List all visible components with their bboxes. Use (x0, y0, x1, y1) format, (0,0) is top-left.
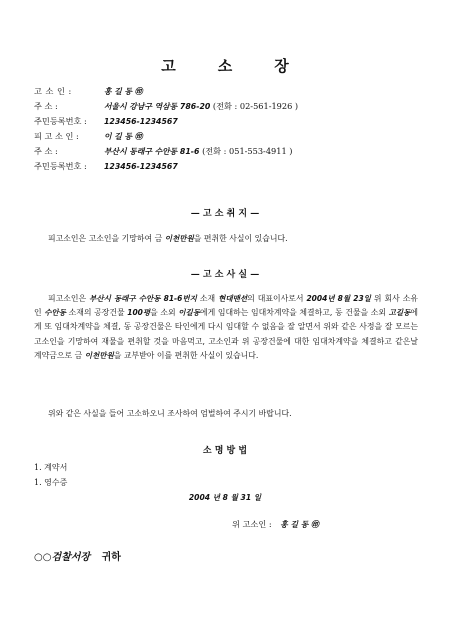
facts-paragraph-2: 위와 같은 사실을 들어 고소하오니 조사하여 엄벌하여 주시기 바랍니다. (48, 409, 292, 418)
purpose-text (34, 232, 418, 246)
facts-person: 이길동 (178, 308, 201, 318)
purpose-heading: — 고 소 취 지 — (190, 209, 260, 219)
complainant-address-label: 주 소 : (34, 101, 58, 111)
addressee (34, 548, 121, 563)
complainant-rrn-row (34, 116, 178, 127)
addressee-office: ○○검찰서장 (34, 552, 91, 563)
facts-paragraph-1 (34, 292, 418, 363)
title-char: 장 (274, 57, 289, 75)
complainant-rrn-label: 주민등록번호 : (34, 116, 87, 126)
facts-amount: 이천만원 (84, 350, 114, 360)
evidence-item: 1. 계약서 (34, 463, 68, 472)
facts-address: 부산시 동래구 수안동 81-6번지 (89, 294, 197, 303)
signature-label: 위 고소인 : (232, 519, 272, 529)
accused-label: 피 고 소 인 : (34, 131, 79, 141)
signature-row (232, 519, 319, 530)
accused-rrn-label: 주민등록번호 : (34, 161, 87, 171)
addressee-suffix: 귀하 (101, 552, 121, 563)
purpose-text-post: 을 편취한 사실이 있습니다. (193, 234, 288, 243)
facts-heading: — 고 소 사 실 — (190, 270, 260, 280)
accused-rrn: 123456-1234567 (104, 162, 178, 171)
accused-address-row (34, 146, 292, 157)
document-title (0, 55, 450, 76)
document-date: 2004 년 8 월 31 일 (188, 493, 262, 502)
facts-text: 을 교부받아 이를 편취한 사실이 있습니다. (113, 350, 259, 360)
facts-person: 고길동 (388, 308, 411, 318)
facts-text: 소재 (196, 294, 219, 303)
facts-text: 피고소인은 (48, 294, 90, 303)
facts-text: 의 대표이사로서 (247, 294, 307, 303)
complainant-name-row (34, 86, 143, 97)
facts-location: 수안동 (44, 308, 66, 318)
accused-address: 부산시 동래구 수안동 81-6 (104, 147, 200, 156)
facts-text: 을 소외 (150, 308, 179, 318)
evidence-heading: 소 명 방 법 (202, 446, 248, 456)
accused-phone: (전화 : 051-553-4911 ) (202, 146, 293, 156)
accused-name: 이 길 동 ㊞ (104, 132, 143, 141)
facts-area: 100평 (127, 308, 151, 318)
purpose-text-pre: 피고소인은 고소인을 기망하여 금 (48, 234, 165, 243)
facts-company: 현대맨션 (218, 294, 248, 303)
facts-text: 소재의 공장건물 (66, 308, 128, 318)
complainant-name: 홍 길 동 ㊞ (104, 87, 143, 96)
purpose-amount: 이천만원 (164, 234, 194, 243)
title-char: 소 (217, 57, 233, 75)
complainant-address: 서울시 강남구 역삼동 786-20 (104, 102, 211, 111)
facts-date: 2004년 8월 23일 (306, 294, 371, 303)
complainant-address-row (34, 101, 298, 112)
facts-text: 위 회사 소유인 (34, 294, 419, 318)
signature-name: 홍 길 동 ㊞ (280, 520, 319, 529)
accused-rrn-row (34, 161, 178, 172)
evidence-item: 1. 영수증 (34, 478, 68, 487)
accused-address-label: 주 소 : (34, 146, 58, 156)
accused-name-row (34, 131, 143, 142)
complainant-rrn: 123456-1234567 (104, 117, 178, 126)
complainant-phone: (전화 : 02-561-1926 ) (212, 101, 299, 111)
title-char: 고 (161, 57, 176, 75)
complainant-label: 고 소 인 : (34, 86, 72, 96)
facts-text: 에게 또 임대차계약을 체결, 동 공장건물은 타인에게 다시 임대할 수 없음을 잘 알면서 위와 같은 사정을 잘 모르는 고소인을 기망하여 재물을 편취할 것을 마음먹고, 고소인과 위 공장건물에 대한 임대차계약을 체결하고 같은날 계약금으로 금 (34, 308, 418, 360)
facts-text: 에게 임대하는 임대차계약을 체결하고, 동 건물을 소외 (200, 308, 389, 318)
